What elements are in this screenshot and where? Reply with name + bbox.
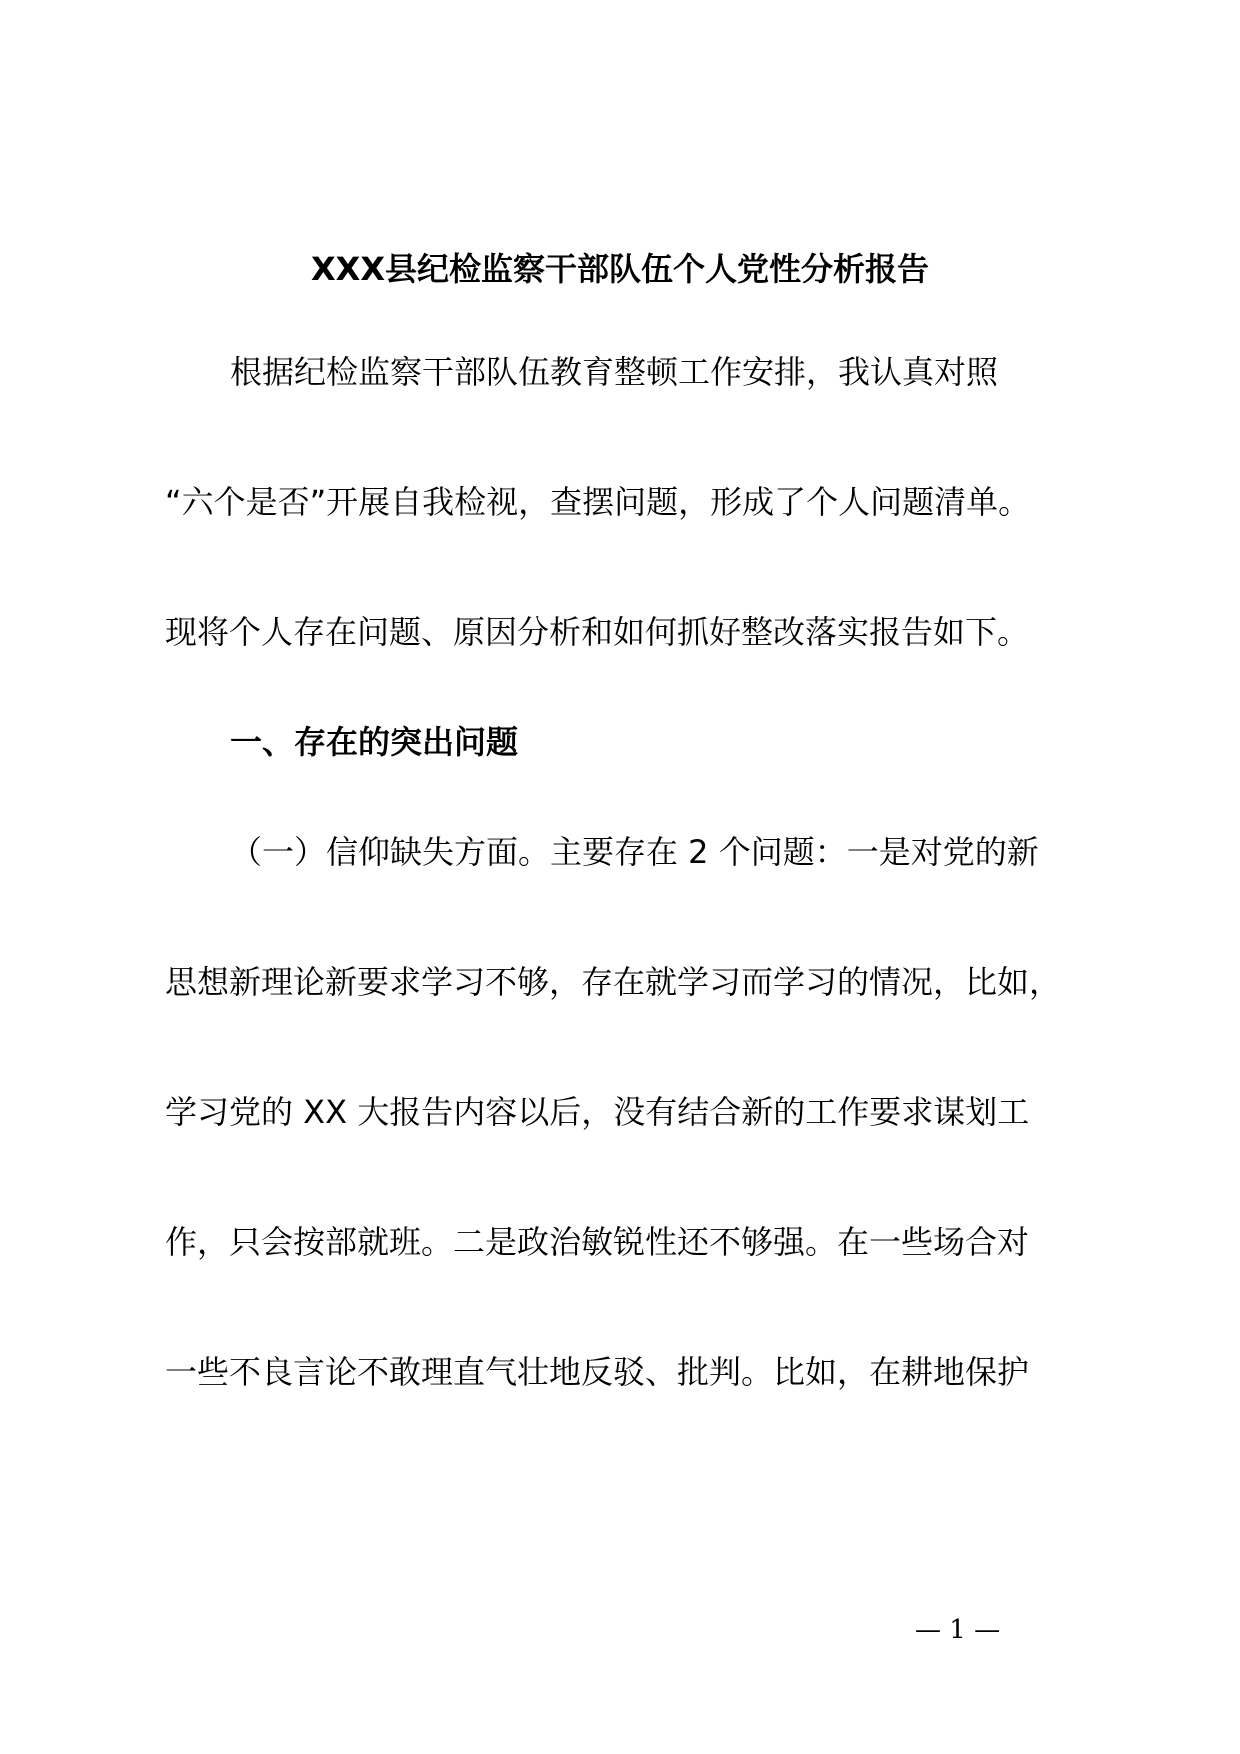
paragraph-line: 作，只会按部就班。二是政治敏锐性还不够强。在一些场合对 bbox=[165, 1223, 1030, 1261]
paragraph-line: “六个是否”开展自我检视，查摆问题，形成了个人问题清单。 bbox=[165, 483, 1031, 521]
paragraph-line: 根据纪检监察干部队伍教育整顿工作安排，我认真对照 bbox=[230, 353, 999, 391]
document-title: XXX县纪检监察干部队伍个人党性分析报告 bbox=[310, 250, 930, 288]
section-heading: 一、存在的突出问题 bbox=[230, 723, 519, 761]
page-number: — 1 — bbox=[915, 1615, 1001, 1645]
paragraph-line: 思想新理论新要求学习不够，存在就学习而学习的情况，比如， bbox=[165, 963, 1062, 1001]
paragraph-line: 一些不良言论不敢理直气壮地反驳、批判。比如，在耕地保护 bbox=[165, 1353, 1030, 1391]
paragraph-line: （一）信仰缺失方面。主要存在 2 个问题：一是对党的新 bbox=[230, 833, 1039, 871]
paragraph-line: 学习党的 XX 大报告内容以后，没有结合新的工作要求谋划工 bbox=[165, 1093, 1030, 1131]
paragraph-line: 现将个人存在问题、原因分析和如何抓好整改落实报告如下。 bbox=[165, 613, 1030, 651]
